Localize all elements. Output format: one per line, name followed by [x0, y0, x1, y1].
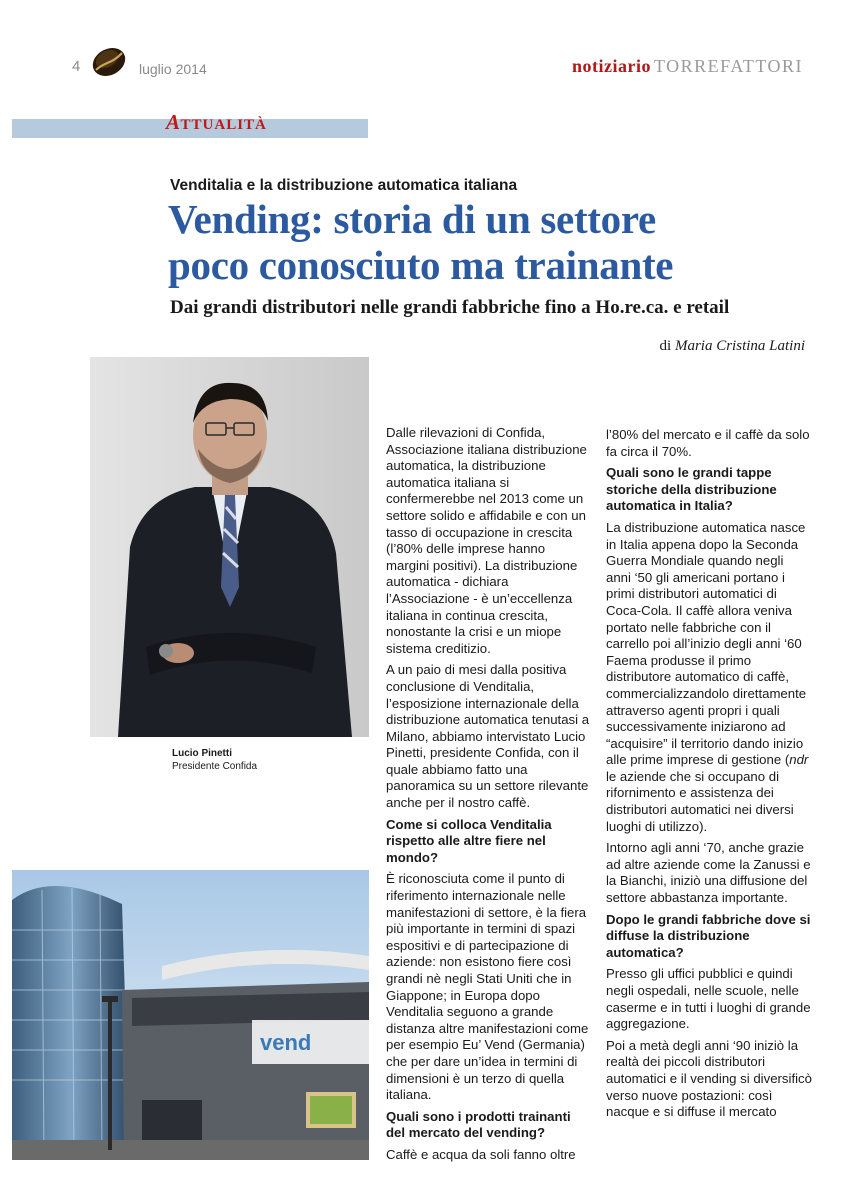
question-heading: Come si colloca Venditalia rispetto alle altre fiere nel mondo?	[386, 816, 552, 865]
paragraph: Caffè e acqua da soli fanno oltre	[386, 1146, 576, 1162]
paragraph: Dalle rilevazioni di Confida, Associazione italiana distribuzione automatica, la distribuzione automatica italiana si confermerebbe nel 2013 come un settore solido e affidabile e con un tasso di occupazione in crescita (l’80% delle imprese hanno margini positivi). La distribuzione automatica - dichiara l’Associazione - è un’eccellenza italiana in continua crescita, nonostante la crisi e un miope sistema creditizio.	[386, 425, 587, 656]
paragraph-text: le aziende che si occupano di rifornimento e assistenza dei distributori automatici nei diversi luoghi di utilizzo).	[606, 768, 794, 834]
issue-date: luglio 2014	[139, 61, 207, 77]
question-heading: Quali sono le grandi tappe storiche della distribuzione automatica in Italia?	[606, 465, 777, 514]
byline-prefix: di	[659, 338, 675, 354]
paragraph-text: La distribuzione automatica nasce in Italia appena dopo la Seconda Guerra Mondiale quando negli anni ‘50 gli americani portano i primi distributori automatici di Coca-Cola. Il caffè allora veniva portato nelle fabbriche con il carrello poi all’inizio degli anni ‘60 Faema produsse il primo distributore automatico di caffè, commercializzandolo direttamente attraverso agenti propri i quali successivamente iniziarono ad “acquisire” il territorio dando inizio alle prime imprese di gestione (	[606, 519, 807, 768]
paragraph: Poi a metà degli anni ‘90 iniziò la realtà dei piccoli distributori automatici e il vending si diversificò verso nuove postazioni: così nacque e si diffuse il mercato	[606, 1037, 812, 1120]
caption-role: Presidente Confida	[172, 761, 258, 772]
section-rest: TTUALITÀ	[180, 117, 267, 133]
photo-caption	[172, 747, 257, 773]
page-number: 4	[72, 58, 81, 75]
paragraph: Presso gli uffici pubblici e quindi negli ospedali, nelle scuole, nelle caserme e in tutti i luoghi di grande aggregazione.	[606, 966, 811, 1032]
caption-name: Lucio Pinetti	[172, 748, 232, 759]
article-column-1	[386, 425, 591, 1169]
article-title	[168, 196, 818, 288]
building-photo	[12, 870, 369, 1160]
paragraph	[606, 520, 812, 835]
byline-author: Maria Cristina Latini	[674, 338, 805, 354]
ndr-note: ndr	[789, 752, 809, 768]
paragraph: A un paio di mesi dalla positiva conclusione di Venditalia, l’esposizione internazionale della distribuzione automatica tenutasi a Milano, abbiamo intervistato Lucio Pinetti, presidente Confida, con il quale abbiamo fatto una panoramica su un settore rilevante anche per il nostro caffè.	[386, 662, 590, 811]
question-heading: Quali sono i prodotti trainanti del mercato del vending?	[386, 1108, 571, 1141]
paragraph: l’80% del mercato e il caffè da solo fa circa il 70%.	[606, 427, 810, 459]
question-heading: Dopo le grandi fabbriche dove si diffuse la distribuzione automatica?	[606, 911, 811, 960]
byline	[660, 338, 805, 355]
portrait-illustration	[90, 357, 369, 737]
section-initial: A	[166, 110, 181, 134]
title-line-1: Vending: storia di un settore	[168, 196, 656, 242]
masthead	[572, 56, 803, 77]
building-illustration	[12, 870, 369, 1160]
portrait-photo	[90, 357, 369, 737]
section-label	[166, 112, 267, 133]
article-kicker: Venditalia e la distribuzione automatica italiana	[170, 177, 518, 194]
article-column-2	[606, 427, 812, 1126]
article-subtitle: Dai grandi distributori nelle grandi fabbriche fino a Ho.re.ca. e retail	[170, 297, 730, 318]
paragraph: Intorno agli anni ‘70, anche grazie ad altre aziende come la Zanussi e la Bianchi, iniziò una diffusione del settore abbastanza importante.	[606, 840, 811, 906]
masthead-secondary: TORREFATTORI	[653, 56, 803, 76]
masthead-primary: notiziario	[571, 56, 651, 76]
building-sign: vend	[260, 1030, 312, 1055]
paragraph: È riconosciuta come il punto di riferimento internazionale nelle manifestazioni di settore, è la fiera più importante in termini di spazi espositivi e di partecipazione di aziende: non esistono fiere così grandi nè negli Stati Uniti che in Giappone; in Europa dopo Venditalia seguono a grande distanza altre manifestazioni come per esempio Eu’ Vend (Germania) che per dare un’idea in termini di dimensioni è un terzo di quella italiana.	[386, 871, 589, 1103]
coffee-bean-icon	[90, 46, 128, 78]
title-line-2: poco conosciuto ma trainante	[168, 242, 674, 288]
